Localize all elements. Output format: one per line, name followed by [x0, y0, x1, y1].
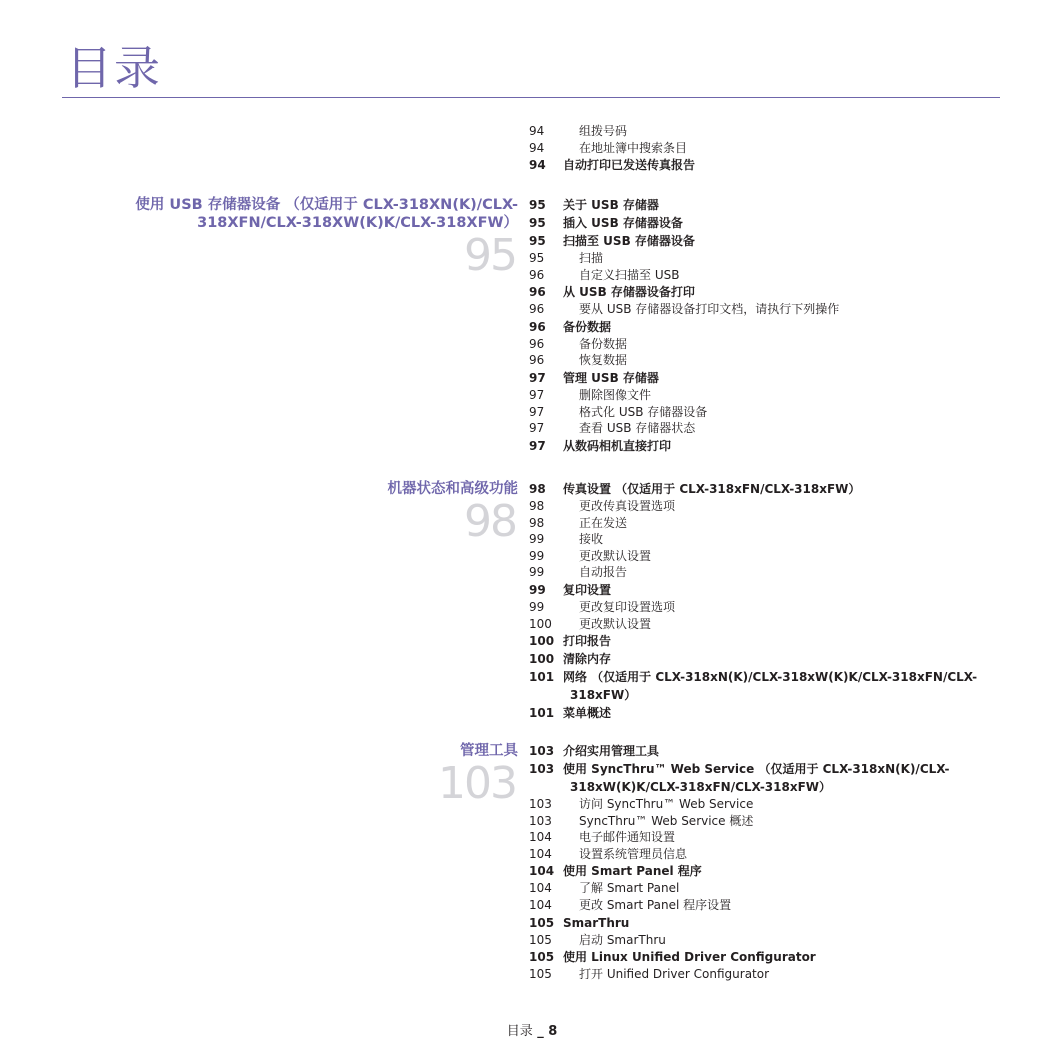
toc-entry[interactable] — [529, 846, 999, 863]
toc-entry-page: 94 — [529, 158, 546, 173]
toc-entry[interactable] — [529, 420, 999, 437]
toc-entry-title: 备份数据 — [579, 336, 628, 351]
toc-entry-title: 更改复印设置选项 — [579, 599, 676, 614]
footer-label: 目录 — [506, 1024, 533, 1039]
section-page-number: 95 — [464, 230, 516, 281]
toc-entry[interactable] — [529, 564, 999, 581]
footer-page-number: 8 — [548, 1024, 558, 1039]
toc-entry[interactable] — [529, 760, 999, 796]
toc-entry-title: 要从 USB 存储器设备打印文档，请执行下列操作 — [579, 302, 840, 317]
toc-entry-title: 删除图像文件 — [579, 387, 652, 402]
toc-entry-page: 96 — [529, 285, 546, 300]
toc-entry[interactable] — [529, 301, 999, 318]
toc-entry-page: 100 — [529, 634, 555, 649]
toc-entry-page: 101 — [529, 670, 555, 685]
toc-entry[interactable] — [529, 616, 999, 633]
toc-entry-title: 正在发送 — [579, 515, 628, 530]
toc-entry-title-line: 网络 （仅适用于 CLX-318xN(K)/CLX-318xW(K)K/CLX-318xFN/CLX- — [563, 670, 978, 685]
toc-entry-page: 98 — [529, 482, 546, 496]
section-page-number: 103 — [438, 758, 516, 809]
page-footer — [0, 1020, 1064, 1039]
toc-entry-title — [563, 668, 977, 704]
toc-entry-page: 96 — [529, 267, 545, 282]
toc-entry-page: 99 — [529, 565, 545, 580]
page-title: 目录 — [66, 41, 162, 95]
toc-entry-page: 104 — [529, 864, 555, 879]
toc-entry[interactable] — [529, 515, 999, 532]
toc-entry-title: 了解 Smart Panel — [579, 881, 680, 896]
toc-entry[interactable] — [529, 369, 999, 387]
toc-entry[interactable] — [529, 318, 999, 336]
toc-entry-page: 96 — [529, 336, 545, 351]
toc-entry-title: 恢复数据 — [579, 353, 628, 368]
section-title[interactable] — [135, 196, 518, 232]
toc-entry-page: 101 — [529, 706, 555, 721]
toc-entry-title: 组拨号码 — [579, 124, 628, 138]
toc-entry-title: 介绍实用管理工具 — [563, 744, 660, 758]
footer-separator: _ — [532, 1024, 549, 1039]
section-title-line: 机器状态和高级功能 — [387, 481, 518, 497]
toc-entry-page: 99 — [529, 548, 545, 563]
section-title-line: 管理工具 — [460, 743, 518, 759]
toc-entry-page: 97 — [529, 387, 545, 402]
title-rule — [62, 97, 1000, 98]
toc-entry[interactable] — [529, 599, 999, 616]
toc-entry-title: 格式化 USB 存储器设备 — [579, 404, 708, 419]
toc-entry-page: 99 — [529, 532, 545, 547]
toc-entry-title: 菜单概述 — [563, 706, 612, 721]
toc-entry-page: 103 — [529, 797, 552, 811]
toc-entry-title: 插入 USB 存储器设备 — [563, 216, 683, 230]
toc-entry-title: 设置系统管理员信息 — [579, 846, 688, 861]
toc-entry[interactable] — [529, 862, 999, 880]
toc-entry-title: 更改默认设置 — [579, 616, 652, 631]
toc-entry[interactable] — [529, 196, 999, 214]
toc-entry[interactable] — [529, 932, 999, 949]
toc-entry-page: 94 — [529, 140, 545, 155]
toc-entry-page: 105 — [529, 932, 552, 947]
toc-entry[interactable] — [529, 140, 999, 157]
section-title-line: 318XFN/CLX-318XW(K)K/CLX-318XFW） — [197, 215, 518, 231]
toc-entry-title: 扫描 — [579, 251, 604, 265]
toc-entry[interactable] — [529, 267, 999, 284]
toc-entry[interactable] — [529, 650, 999, 668]
section-page-number: 98 — [464, 496, 516, 547]
toc-entry-title: SmarThru — [563, 915, 630, 930]
toc-entry-title: 使用 Linux Unified Driver Configurator — [563, 950, 816, 965]
toc-entry-page: 105 — [529, 967, 552, 982]
section-title-line: 使用 USB 存储器设备 （仅适用于 CLX-318XN(K)/CLX- — [135, 197, 518, 213]
toc-entry-page: 104 — [529, 846, 552, 861]
section-entries — [529, 123, 999, 174]
toc-entry[interactable] — [529, 548, 999, 565]
toc-entry[interactable] — [529, 668, 999, 704]
toc-entry[interactable] — [529, 352, 999, 369]
toc-entry-title: 清除内存 — [563, 652, 612, 667]
toc-entry-title-continued: 318xFW） — [570, 688, 637, 703]
toc-entry[interactable] — [529, 880, 999, 897]
toc-entry[interactable] — [529, 796, 999, 813]
toc-entry[interactable] — [529, 813, 999, 830]
toc-entry-page: 103 — [529, 744, 555, 758]
toc-entry-page: 95 — [529, 216, 546, 230]
toc-entry[interactable] — [529, 914, 999, 932]
toc-entry-title: 自动打印已发送传真报告 — [563, 158, 696, 173]
toc-entry-title: 自定义扫描至 USB — [579, 267, 680, 282]
toc-entry[interactable] — [529, 829, 999, 846]
section-entries — [529, 196, 999, 455]
toc-entry-page: 100 — [529, 616, 552, 631]
toc-entry[interactable] — [529, 632, 999, 650]
toc-entry[interactable] — [529, 336, 999, 353]
toc-entry-title: 查看 USB 存储器状态 — [579, 421, 696, 436]
toc-entry-page: 103 — [529, 762, 555, 776]
toc-entry-page: 96 — [529, 319, 546, 334]
toc-entry[interactable] — [529, 387, 999, 404]
toc-entry-page: 105 — [529, 950, 555, 965]
toc-entry-page: 95 — [529, 251, 545, 265]
toc-entry-title: 从数码相机直接打印 — [563, 438, 672, 453]
toc-entry-title: 自动报告 — [579, 565, 628, 580]
toc-entry[interactable] — [529, 232, 999, 250]
toc-entry-page: 98 — [529, 499, 545, 513]
toc-entry-page: 97 — [529, 421, 545, 436]
toc-entry-page: 96 — [529, 302, 545, 317]
toc-entry[interactable] — [529, 480, 999, 498]
toc-entry-page: 96 — [529, 353, 545, 368]
toc-entry-title: 使用 Smart Panel 程序 — [563, 864, 702, 879]
toc-entry-title: 打印报告 — [563, 634, 612, 649]
toc-entry-title: 从 USB 存储器设备打印 — [563, 285, 695, 300]
toc-entry-page: 97 — [529, 404, 545, 419]
toc-entry-page: 95 — [529, 234, 546, 248]
toc-entry-title: 接收 — [579, 532, 604, 547]
toc-entry-title: 扫描至 USB 存储器设备 — [563, 234, 695, 248]
toc-entry-page: 104 — [529, 830, 552, 845]
toc-entry[interactable] — [529, 214, 999, 232]
toc-entry-title: 关于 USB 存储器 — [563, 198, 659, 212]
toc-entry-title: 电子邮件通知设置 — [579, 830, 676, 845]
toc-entry[interactable] — [529, 948, 999, 966]
toc-entry-title — [563, 760, 950, 796]
toc-entry-page: 97 — [529, 438, 546, 453]
toc-entry-title: 管理 USB 存储器 — [563, 370, 659, 385]
toc-entry-page: 103 — [529, 813, 552, 828]
toc-entry-title-continued: 318xW(K)K/CLX-318xFN/CLX-318xFW） — [570, 780, 832, 794]
toc-entry-title: 备份数据 — [563, 319, 612, 334]
toc-entry[interactable] — [529, 897, 999, 914]
toc-entry[interactable] — [529, 966, 999, 983]
toc-entry-title-line: 使用 SyncThru™ Web Service （仅适用于 CLX-318xN(K)/CLX- — [563, 762, 950, 776]
section-entries — [529, 480, 999, 722]
toc-entry-page: 105 — [529, 915, 555, 930]
toc-entry-page: 94 — [529, 124, 545, 138]
toc-entry-title: 更改传真设置选项 — [579, 499, 676, 513]
toc-entry[interactable] — [529, 437, 999, 455]
toc-entry-page: 98 — [529, 515, 545, 530]
toc-entry[interactable] — [529, 704, 999, 722]
toc-entry-page: 100 — [529, 652, 555, 667]
toc-entry[interactable] — [529, 250, 999, 267]
toc-entry[interactable] — [529, 531, 999, 548]
toc-entry-title: SyncThru™ Web Service 概述 — [579, 813, 754, 828]
toc-entry[interactable] — [529, 498, 999, 515]
toc-entry-title: 启动 SmarThru — [579, 932, 666, 947]
toc-entry-page: 99 — [529, 599, 545, 614]
toc-entry-title: 打开 Unified Driver Configurator — [579, 967, 770, 982]
toc-entry[interactable] — [529, 123, 999, 140]
toc-entry[interactable] — [529, 283, 999, 301]
toc-entry-page: 104 — [529, 881, 552, 896]
toc-entry-title: 复印设置 — [563, 582, 612, 597]
toc-entry-title: 访问 SyncThru™ Web Service — [579, 797, 754, 811]
toc-entry[interactable] — [529, 156, 999, 174]
toc-entry-title: 更改 Smart Panel 程序设置 — [579, 897, 732, 912]
toc-entry[interactable] — [529, 581, 999, 599]
toc-entry-page: 104 — [529, 897, 552, 912]
toc-entry-page: 95 — [529, 198, 546, 212]
toc-entry-title: 更改默认设置 — [579, 548, 652, 563]
toc-entry-title: 在地址簿中搜索条目 — [579, 140, 688, 155]
toc-entry[interactable] — [529, 404, 999, 421]
toc-entry-title: 传真设置 （仅适用于 CLX-318xFN/CLX-318xFW） — [563, 482, 861, 496]
toc-entry[interactable] — [529, 742, 999, 760]
toc-entry-page: 97 — [529, 370, 546, 385]
toc-entry-page: 99 — [529, 582, 546, 597]
section-entries — [529, 742, 999, 983]
